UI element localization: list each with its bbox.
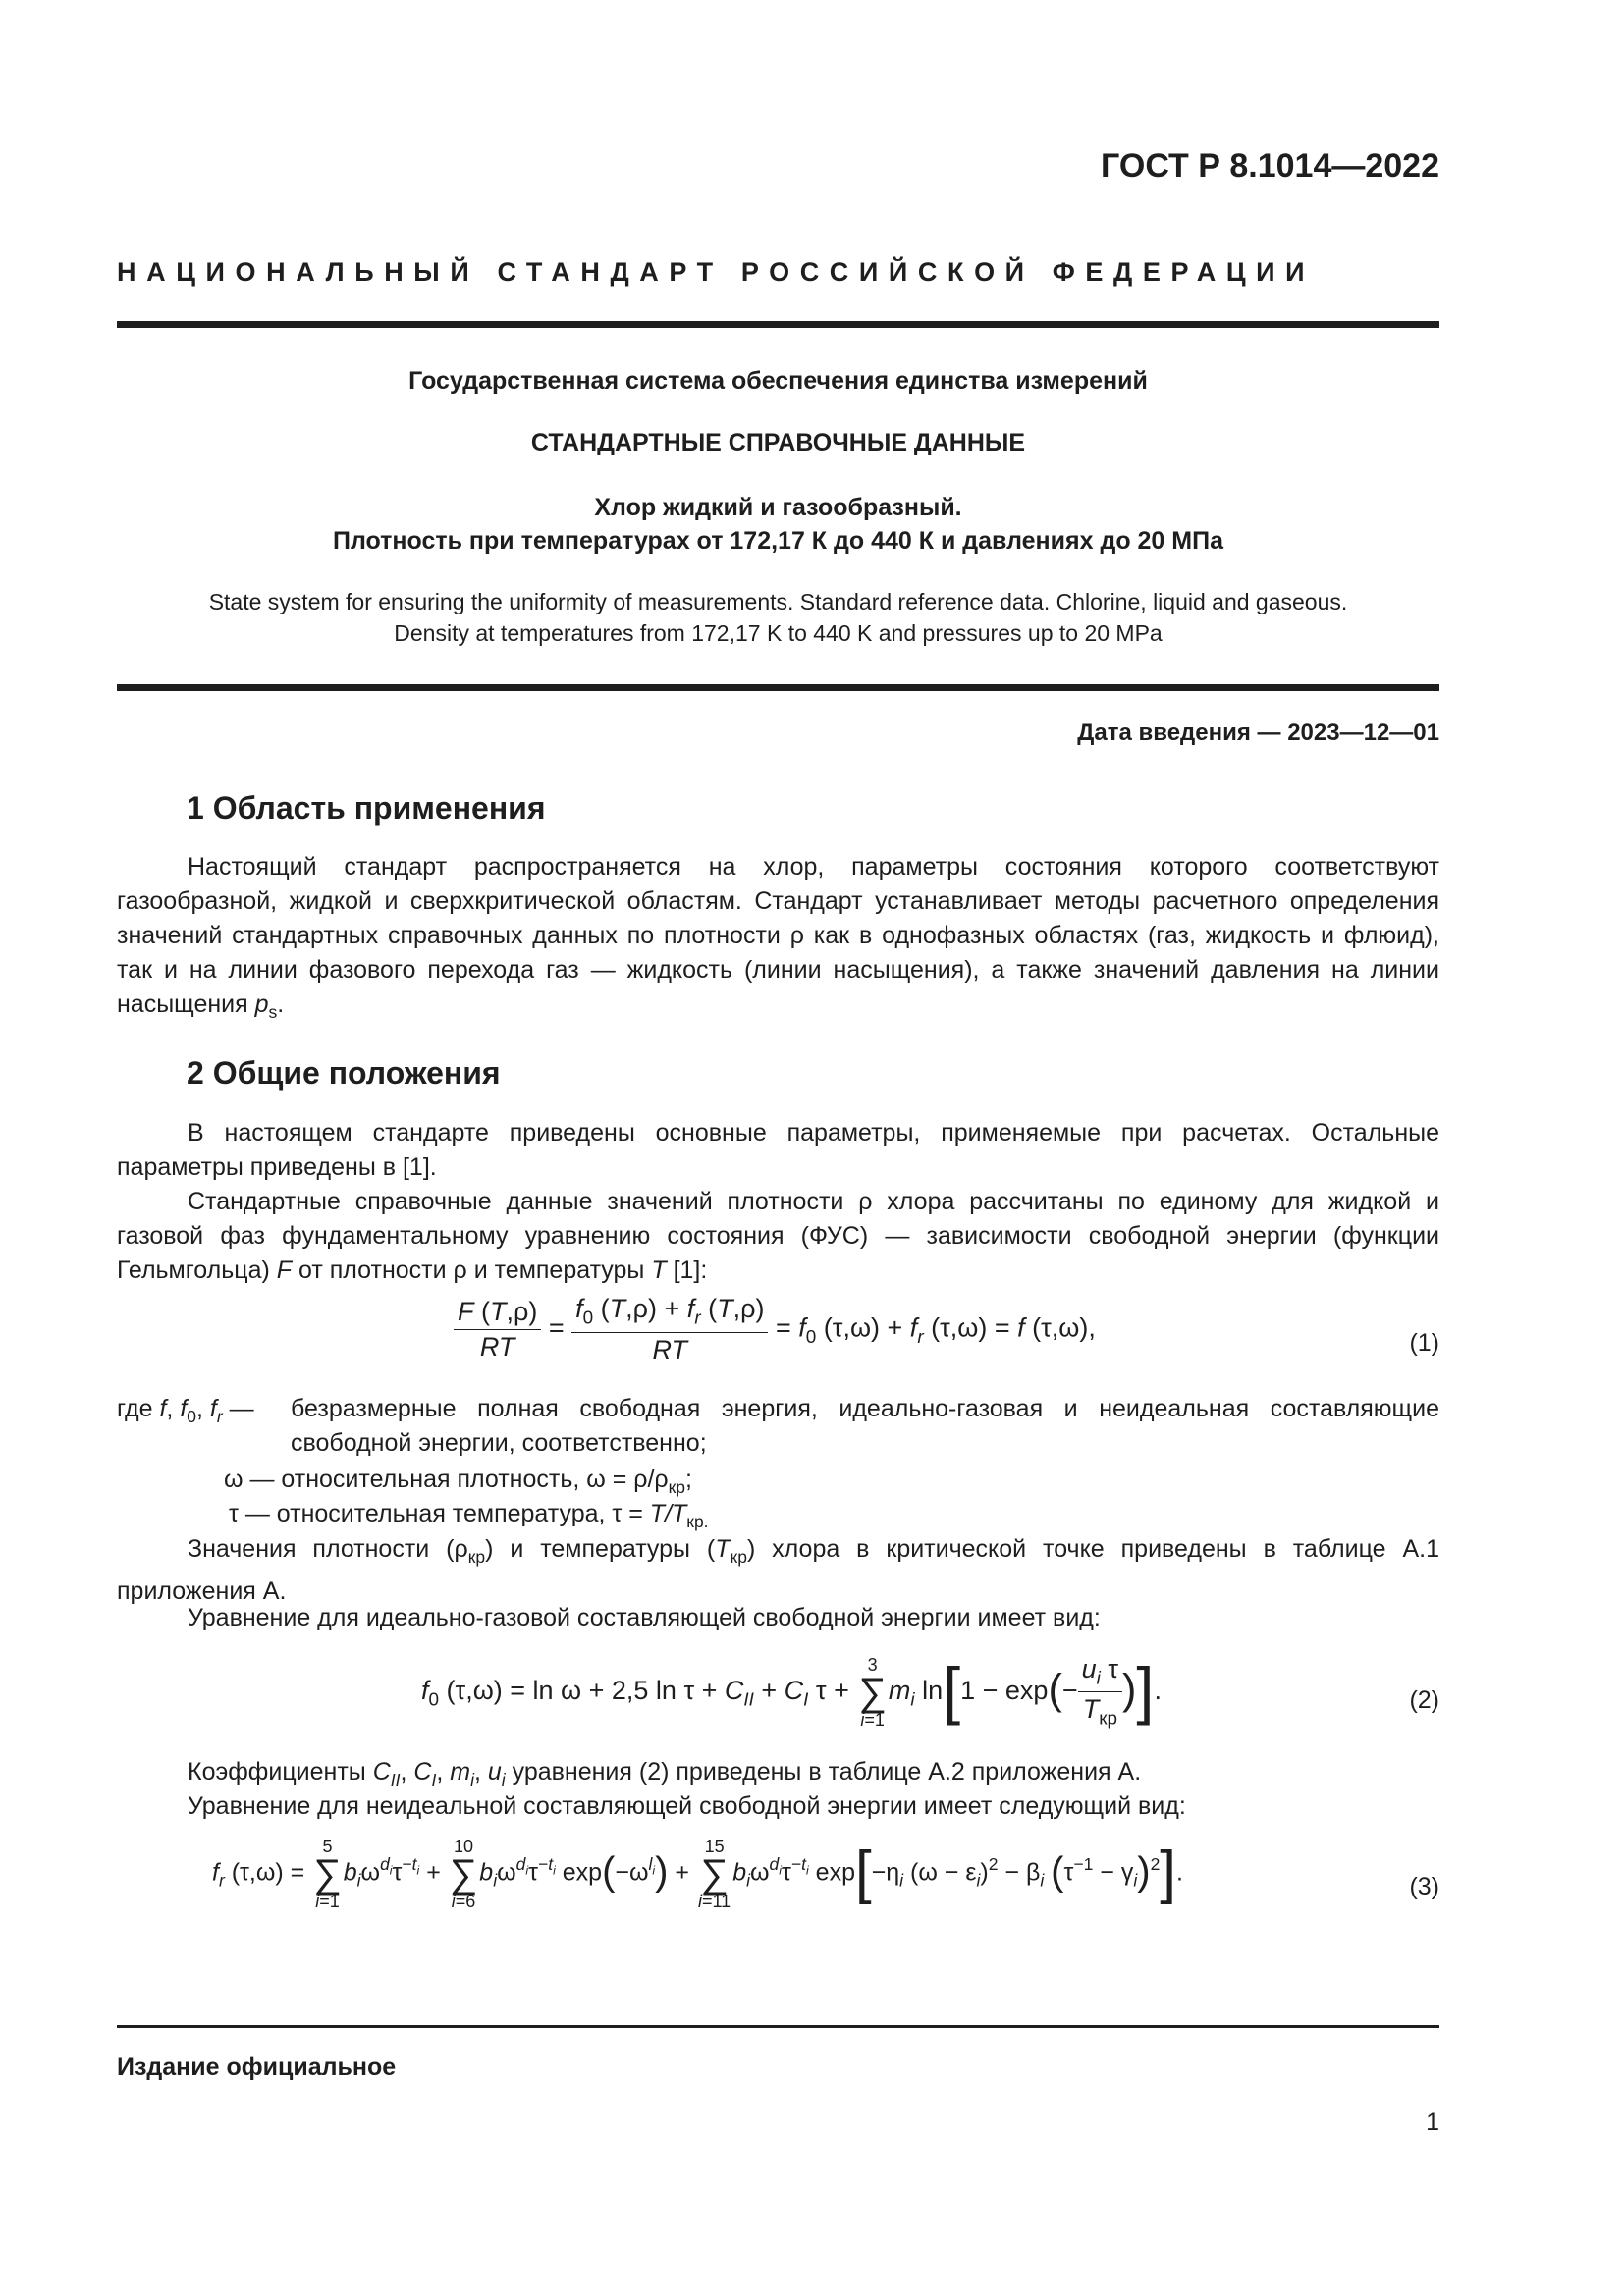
definition-where: где f, $f_0$, $f_r$ —: [117, 1395, 254, 1427]
equation-3-number: (3): [1409, 1873, 1439, 1900]
footer-rule: [117, 2025, 1439, 2028]
system-title: Государственная система обеспечения единства измерений: [408, 367, 1148, 395]
equation-2: $f_0$ (τ,ω) = ln ω + 2,5 $\ln \tau + C_{II} + C_I$ τ + 3 ∑ i=1 $m_i$ ln[1 − exp(− $\frac{u_i \tau}{T_{кр}}$ )].: [421, 1653, 1162, 1731]
bottom-title-rule: [117, 684, 1439, 691]
national-standard-banner: НАЦИОНАЛЬНЫЙ СТАНДАРТ РОССИЙСКОЙ ФЕДЕРАЦИИ: [117, 257, 1316, 287]
section2-paragraph2: Стандартные справочные данные значений плотности ρ хлора рассчитаны по единому для жидкой и газовой фаз фундаментальному уравнению состояния (ФУС) — зависимости свободной энергии (функции Гельмгольца) F от плотности ρ и температуры T [1]:: [117, 1188, 1439, 1284]
english-title-line1: State system for ensuring the uniformity of measurements. Standard reference data. Chlorine, liquid and gaseous.: [208, 589, 1348, 614]
standard-id: ГОСТ Р 8.1014—2022: [1101, 147, 1439, 185]
residual-intro: Уравнение для неидеальной составляющей свободной энергии имеет следующий вид:: [188, 1792, 1186, 1820]
section1-heading: 1 Область применения: [187, 790, 546, 826]
section2-heading: 2 Общие положения: [187, 1055, 501, 1091]
equation-1: $\frac{F (T,\rho)}{RT}$ = $\frac{f_0 (T,\rho) + f_r (T,\rho)}{RT}$ = $f_0$ $(\tau,\omega) + f_r$ (τ,ω) = f (τ,ω),: [454, 1294, 1096, 1365]
document-title-line2: Плотность при температурах от 172,17 К до 440 К и давлениях до 20 МПа: [333, 527, 1223, 555]
equation-1-number: (1): [1409, 1329, 1439, 1357]
document-title-line1: Хлор жидкий и газообразный.: [594, 494, 962, 521]
section2-paragraph1: В настоящем стандарте приведены основные параметры, применяемые при расчетах. Остальные параметры приведены в [1].: [117, 1119, 1439, 1181]
category-title: СТАНДАРТНЫЕ СПРАВОЧНЫЕ ДАННЫЕ: [530, 429, 1026, 456]
definition-f-desc: безразмерные полная свободная энергия, идеально-газовая и неидеальная составляющие свободной энергии, соответственно;: [291, 1395, 1439, 1457]
section1-paragraph: Настоящий стандарт распространяется на хлор, параметры состояния которого соответствуют газообразной, жидкой и сверхкритической областям. Стандарт устанавливает методы расчетного определения значений стандартных справочных данных по плотности ρ как в однофазных областях (газ, жидкость и флюид), так и на линии фазового перехода газ — жидкость (линии насыщения), а также значений давления на линии насыщения $p_s$.: [117, 853, 1439, 1023]
critical-point-paragraph: Значения плотности $(\rho_{кр})$ и температуры $(T_{кр})$ хлора в критической точке приведены в таблице А.1 приложения А.: [117, 1535, 1439, 1606]
equation-3: $f_r$ (τ,ω) = 5 ∑ i=1 $b_i\omega^{d_i}\tau^{-t_i}$ + 10 ∑ i=6 $b_i\omega^{d_i}\tau^{-t_i}$ $\exp(-\omega^{l_i})$ + 15 ∑ i=11 $b_i\omega^{d_i}\tau^{-t_i}$ $\exp[-\eta_i$ $(\omega - \varepsilon_i)^2 - \beta_i$ $(\tau^{-1} - \gamma_i)^2$].: [212, 1837, 1183, 1911]
top-rule: [117, 321, 1439, 328]
introduction-date: Дата введения — 2023—12—01: [1077, 720, 1439, 746]
english-title-line2: Density at temperatures from 172,17 K to 440 K and pressures up to 20 MPa: [394, 620, 1163, 646]
equation-2-number: (2): [1409, 1686, 1439, 1714]
ideal-gas-intro: Уравнение для идеально-газовой составляющей свободной энергии имеет вид:: [188, 1604, 1101, 1631]
definition-tau: τ — относительная температура, $\tau = T/T_{кр.}$: [229, 1500, 709, 1532]
definition-omega: ω — относительная плотность, $\omega = \rho/\rho_{кр}$;: [224, 1466, 692, 1498]
page-number: 1: [1426, 2109, 1439, 2136]
coefficients-note: Коэффициенты $C_{II}$, $C_I$, $m_i$, $u_i$ уравнения (2) приведены в таблице А.2 приложения А.: [188, 1758, 1142, 1790]
official-edition: Издание официальное: [117, 2054, 397, 2081]
